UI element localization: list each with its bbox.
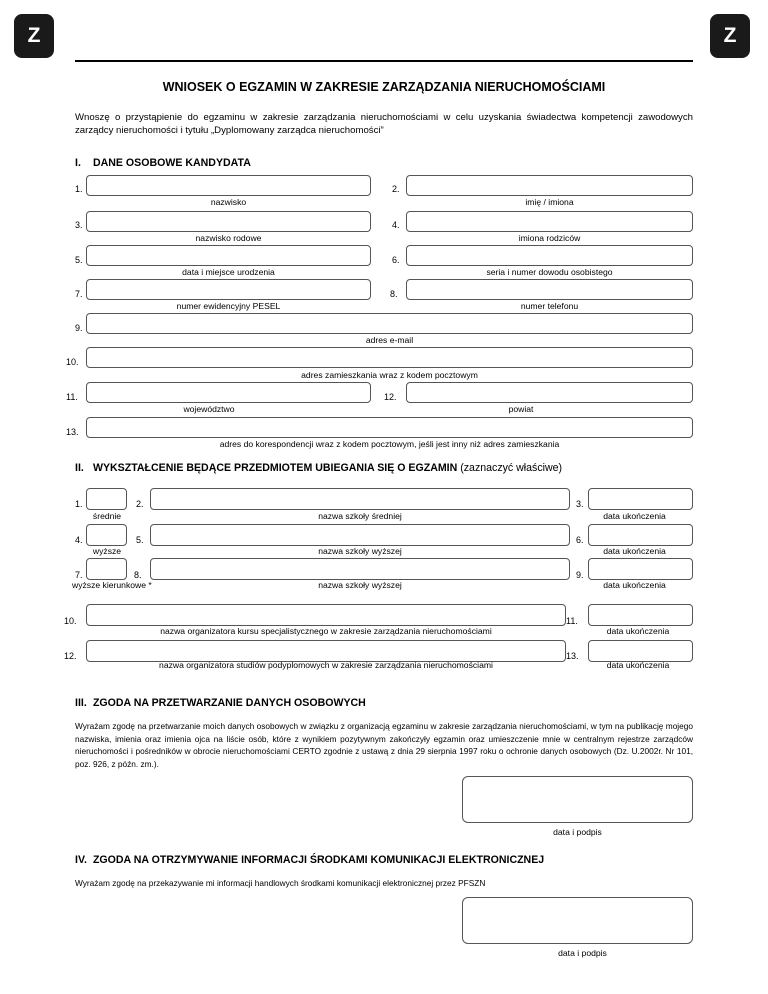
electronic-communication-consent-text: Wyrażam zgodę na przekazywanie mi informacji handlowych środkami komunikacji elektronicznej przez PFSZN xyxy=(75,878,486,888)
section-3-title: ZGODA NA PRZETWARZANIE DANYCH OSOBOWYCH xyxy=(92,697,366,709)
field-caption: nazwa szkoły wyższej xyxy=(318,580,402,590)
corner-mark-left: Z xyxy=(14,14,54,58)
field-number: 1. xyxy=(75,499,83,509)
field-number: 6. xyxy=(576,535,584,545)
field-caption: adres zamieszkania wraz z kodem pocztowym xyxy=(301,370,478,380)
field-caption: seria i numer dowodu osobistego xyxy=(486,267,613,277)
field-number: 2. xyxy=(136,499,144,509)
field-caption: nazwa szkoły średniej xyxy=(318,511,402,521)
field-caption: imię / imiona xyxy=(525,197,574,207)
field-number: 4. xyxy=(75,535,83,545)
secondary-graduation-date-field[interactable] xyxy=(588,488,693,510)
field-caption: nazwa organizatora kursu specjalistycznego w zakresie zarządzania nieruchomościami xyxy=(160,626,492,636)
section-2-note: (zaznaczyć właściwe) xyxy=(460,462,563,474)
form-title: WNIOSEK O EGZAMIN W ZAKRESIE ZARZĄDZANIA NIERUCHOMOŚCIAMI xyxy=(162,80,606,94)
field-number: 9. xyxy=(576,570,584,580)
field-number: 5. xyxy=(136,535,144,545)
field-number: 1. xyxy=(75,184,83,194)
specialized-higher-checkbox[interactable] xyxy=(86,558,127,580)
field-number: 12. xyxy=(384,392,397,402)
field-number: 10. xyxy=(64,616,77,626)
signature-box-consent-electronic[interactable] xyxy=(462,897,693,944)
field-number: 3. xyxy=(75,220,83,230)
pesel-field[interactable] xyxy=(86,279,371,300)
field-caption: nazwa szkoły wyższej xyxy=(318,546,402,556)
birth-date-place-field[interactable] xyxy=(86,245,371,266)
section-4-number: IV. xyxy=(75,854,87,866)
parents-names-field[interactable] xyxy=(406,211,693,232)
maiden-name-field[interactable] xyxy=(86,211,371,232)
section-2-title: WYKSZTAŁCENIE BĘDĄCE PRZEDMIOTEM UBIEGANIA SIĘ O EGZAMIN xyxy=(92,462,458,474)
field-caption: wyższe kierunkowe * xyxy=(72,580,152,590)
section-2-number: II. xyxy=(75,462,84,474)
field-caption: data ukończenia xyxy=(606,626,670,636)
field-number: 5. xyxy=(75,255,83,265)
postgraduate-organizer-field[interactable] xyxy=(86,640,566,662)
course-completion-date-field[interactable] xyxy=(588,604,693,626)
section-1-title: DANE OSOBOWE KANDYDATA xyxy=(92,157,251,169)
field-number: 9. xyxy=(75,323,83,333)
course-organizer-field[interactable] xyxy=(86,604,566,626)
phone-field[interactable] xyxy=(406,279,693,300)
field-caption: numer ewidencyjny PESEL xyxy=(176,301,281,311)
field-number: 11. xyxy=(566,616,578,626)
field-caption: imiona rodziców xyxy=(518,233,581,243)
home-address-field[interactable] xyxy=(86,347,693,368)
secondary-school-name-field[interactable] xyxy=(150,488,570,510)
correspondence-address-field[interactable] xyxy=(86,417,693,438)
field-number: 2. xyxy=(392,184,400,194)
field-caption: data ukończenia xyxy=(603,580,666,590)
field-number: 3. xyxy=(576,499,584,509)
field-caption: numer telefonu xyxy=(520,301,579,311)
field-caption: nazwisko rodowe xyxy=(195,233,262,243)
district-field[interactable] xyxy=(406,382,693,403)
specialized-graduation-date-field[interactable] xyxy=(588,558,693,580)
field-caption: data ukończenia xyxy=(603,511,666,521)
field-number: 13. xyxy=(566,651,579,661)
field-caption: data i miejsce urodzenia xyxy=(182,267,275,277)
field-number: 11. xyxy=(66,392,78,402)
field-number: 4. xyxy=(392,220,400,230)
higher-checkbox[interactable] xyxy=(86,524,127,546)
voivodeship-field[interactable] xyxy=(86,382,371,403)
data-processing-consent-text: Wyrażam zgodę na przetwarzanie moich danych osobowych w związku z organizacją egzaminu w zakresie zarządzania nieruchomościami, w tym na publikację mojego nazwiska, imienia oraz imienia ojca na liście osób, które z wynikiem pozytywnym zakończyły egzamin oraz umieszczenie mnie w centralnym rejestrze zarządców nieruchomości i pośredników w obrocie nieruchomościami CERTO zgodnie z ustawą z dnia 29 sierpnia 1997 roku o ochronie danych osobowych (Dz. U.2002r. Nr 101, poz. 926, z późn. zm.). xyxy=(75,721,693,769)
signature-caption: data i podpis xyxy=(558,948,607,958)
field-number: 10. xyxy=(66,357,79,367)
email-field[interactable] xyxy=(86,313,693,334)
field-number: 8. xyxy=(134,570,142,580)
id-card-number-field[interactable] xyxy=(406,245,693,266)
first-name-field[interactable] xyxy=(406,175,693,196)
field-caption: adres e-mail xyxy=(365,335,414,345)
field-caption: nazwisko xyxy=(210,197,247,207)
field-number: 13. xyxy=(66,427,79,437)
section-1-number: I. xyxy=(75,157,81,169)
field-caption: data ukończenia xyxy=(603,546,666,556)
higher-school-name-field[interactable] xyxy=(150,524,570,546)
secondary-checkbox[interactable] xyxy=(86,488,127,510)
section-2-heading xyxy=(75,462,562,474)
surname-field[interactable] xyxy=(86,175,371,196)
field-number: 7. xyxy=(75,570,83,580)
field-number: 7. xyxy=(75,289,83,299)
field-caption: data ukończenia xyxy=(606,660,670,670)
specialized-school-name-field[interactable] xyxy=(150,558,570,580)
intro-text: Wnoszę o przystąpienie do egzaminu w zakresie zarządzania nieruchomościami w celu uzyskania świadectwa kompetencji zawodowych zarządcy nieruchomości i tytułu „Dyplomowany zarządca nieruchomości” xyxy=(75,112,693,136)
header-rule xyxy=(75,60,693,62)
corner-mark-right: Z xyxy=(710,14,750,58)
field-caption: adres do korespondencji wraz z kodem pocztowym, jeśli jest inny niż adres zamieszkania xyxy=(219,439,560,449)
section-1-heading xyxy=(75,157,251,169)
section-3-number: III. xyxy=(75,697,87,709)
field-number: 8. xyxy=(390,289,398,299)
section-4-heading xyxy=(75,854,544,866)
field-caption: średnie xyxy=(92,511,122,521)
field-number: 6. xyxy=(392,255,400,265)
field-number: 12. xyxy=(64,651,77,661)
signature-caption: data i podpis xyxy=(553,827,602,837)
postgraduate-completion-date-field[interactable] xyxy=(588,640,693,662)
field-caption: nazwa organizatora studiów podyplomowych w zakresie zarządzania nieruchomościami xyxy=(159,660,493,670)
signature-box-consent-data[interactable] xyxy=(462,776,693,823)
higher-graduation-date-field[interactable] xyxy=(588,524,693,546)
field-caption: wyższe xyxy=(92,546,122,556)
section-4-title: ZGODA NA OTRZYMYWANIE INFORMACJI ŚRODKAMI KOMUNIKACJI ELEKTRONICZNEJ xyxy=(92,854,545,866)
field-caption: powiat xyxy=(508,404,534,414)
field-caption: województwo xyxy=(183,404,235,414)
section-3-heading xyxy=(75,697,366,709)
